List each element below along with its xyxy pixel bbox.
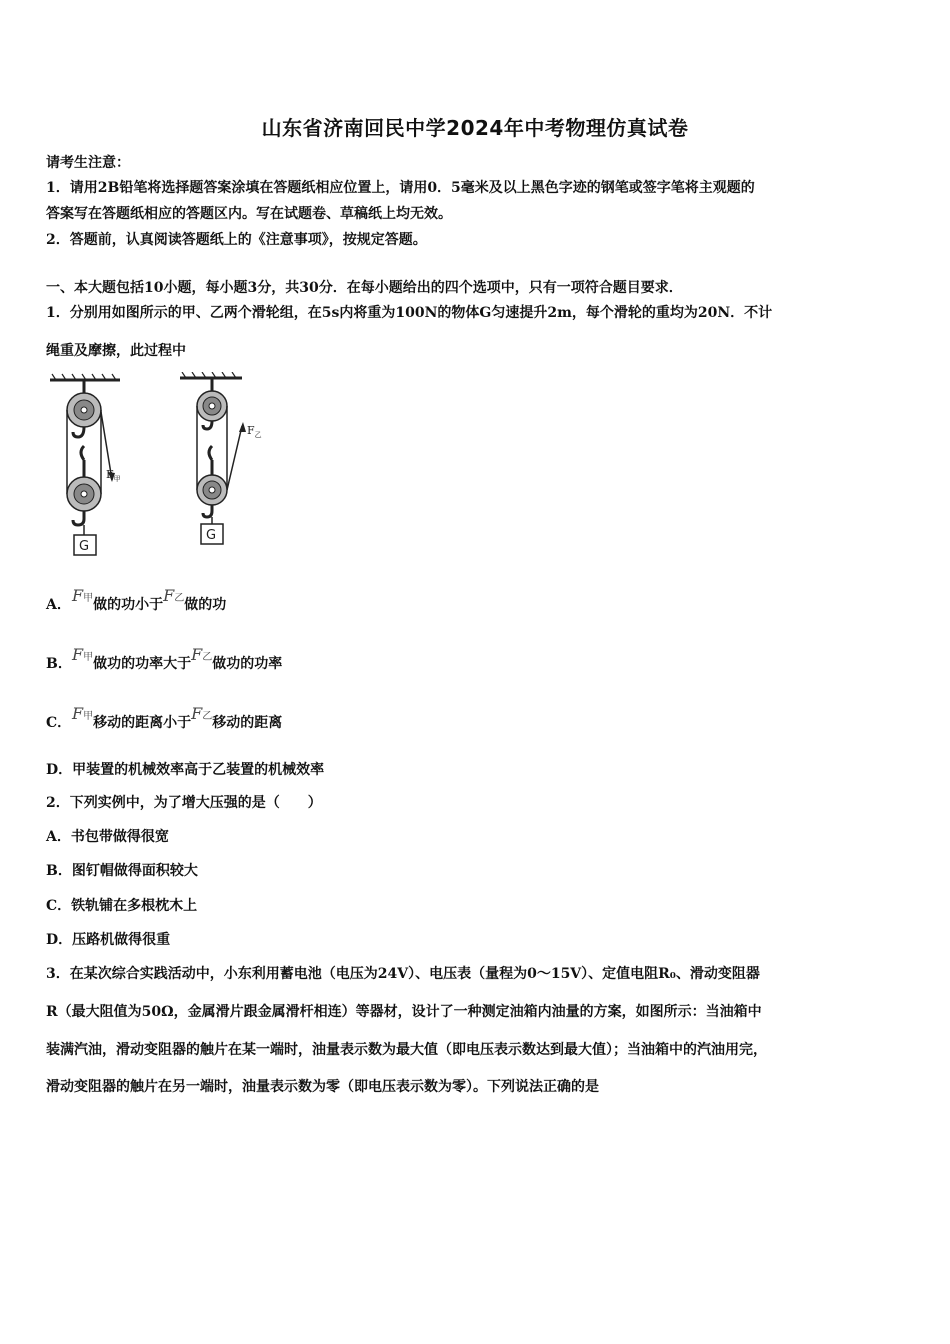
f-letter: F bbox=[72, 704, 84, 723]
q3-line-2: R（最大阻值为50Ω，金属滑片跟金属滑杆相连）等器材，设计了一种测定油箱内油量的方案，如图所示：当油箱中 bbox=[46, 1004, 762, 1020]
f-symbol bbox=[163, 586, 184, 605]
f-symbol bbox=[72, 645, 93, 664]
f-letter: F bbox=[191, 645, 203, 664]
option-text: 移动的距离 bbox=[212, 715, 283, 731]
notice-heading: 请考生注意： bbox=[46, 155, 130, 171]
q1-stem-line2: 绳重及摩擦，此过程中 bbox=[46, 343, 186, 359]
label-f-jia: $F_甲$ bbox=[106, 468, 121, 483]
q1-stem-line1: 1．分别用如图所示的甲、乙两个滑轮组，在5s内将重为100N的物体G匀速提升2m，每个滑轮的重均为20N．不计 bbox=[46, 305, 773, 321]
section-heading: 一、本大题包括10小题，每小题3分，共30分．在每小题给出的四个选项中，只有一项符合题目要求． bbox=[46, 280, 683, 296]
ceiling-right bbox=[180, 372, 242, 378]
option-text: 做功的功率 bbox=[212, 656, 283, 672]
f-subscript: 乙 bbox=[202, 711, 213, 722]
weight-left-label: G bbox=[79, 539, 90, 554]
q2-option-b: B．图钉帽做得面积较大 bbox=[46, 863, 198, 879]
f-symbol bbox=[72, 586, 93, 605]
option-letter: C． bbox=[46, 715, 72, 731]
q2-option-d: D．压路机做得很重 bbox=[46, 932, 171, 948]
ceiling-left bbox=[50, 374, 120, 380]
f-subscript: 甲 bbox=[83, 652, 94, 663]
f-letter: F bbox=[163, 586, 175, 605]
q1-option-d: D．甲装置的机械效率高于乙装置的机械效率 bbox=[46, 762, 325, 778]
option-text: 做的功小于 bbox=[93, 597, 164, 613]
f-subscript: 乙 bbox=[174, 593, 185, 604]
q2-option-c: C．铁轨铺在多根枕木上 bbox=[46, 898, 198, 914]
q2-option-a: A．书包带做得很宽 bbox=[46, 829, 169, 845]
f-letter: F bbox=[72, 586, 84, 605]
q1-option-c bbox=[46, 704, 283, 732]
f-symbol bbox=[72, 704, 93, 723]
f-subscript: 乙 bbox=[202, 652, 213, 663]
f-letter: F bbox=[72, 645, 84, 664]
exam-title: 山东省济南回民中学2024年中考物理仿真试卷 bbox=[261, 116, 689, 140]
option-text: 做功的功率大于 bbox=[93, 656, 192, 672]
f-letter: F bbox=[191, 704, 203, 723]
label-f-yi: $F_乙$ bbox=[247, 424, 262, 439]
option-letter: B． bbox=[46, 656, 72, 672]
notice-item-1: 1．请用2B铅笔将选择题答案涂填在答题纸相应位置上，请用0．5毫米及以上黑色字迹的钢笔或签字笔将主观题的 bbox=[46, 180, 755, 196]
f-subscript: 甲 bbox=[83, 593, 94, 604]
f-subscript: 甲 bbox=[83, 711, 94, 722]
q3-line-1: 3．在某次综合实践活动中，小东利用蓄电池（电压为24V）、电压表（量程为0～15V）、定值电阻R₀、滑动变阻器 bbox=[46, 966, 760, 982]
notice-item-2: 2．答题前，认真阅读答题纸上的《注意事项》，按规定答题。 bbox=[46, 232, 427, 248]
q2-stem: 2．下列实例中，为了增大压强的是（ ） bbox=[46, 795, 322, 811]
f-symbol bbox=[191, 704, 212, 723]
option-letter: A． bbox=[46, 597, 71, 613]
option-text: 做的功 bbox=[184, 597, 227, 613]
q1-option-a bbox=[46, 586, 227, 614]
pulley-diagram bbox=[42, 372, 282, 562]
notice-item-1-cont: 答案写在答题纸相应的答题区内。写在试题卷、草稿纸上均无效。 bbox=[46, 206, 452, 222]
q3-line-3: 装满汽油，滑动变阻器的触片在某一端时，油量表示数为最大值（即电压表示数达到最大值）；当油箱中的汽油用完， bbox=[46, 1042, 767, 1058]
f-symbol bbox=[191, 645, 212, 664]
option-text: 移动的距离小于 bbox=[93, 715, 192, 731]
q3-line-4: 滑动变阻器的触片在另一端时，油量表示数为零（即电压表示数为零）。下列说法正确的是 bbox=[46, 1079, 599, 1095]
weight-right-label: G bbox=[206, 528, 217, 543]
q1-option-b bbox=[46, 645, 283, 673]
